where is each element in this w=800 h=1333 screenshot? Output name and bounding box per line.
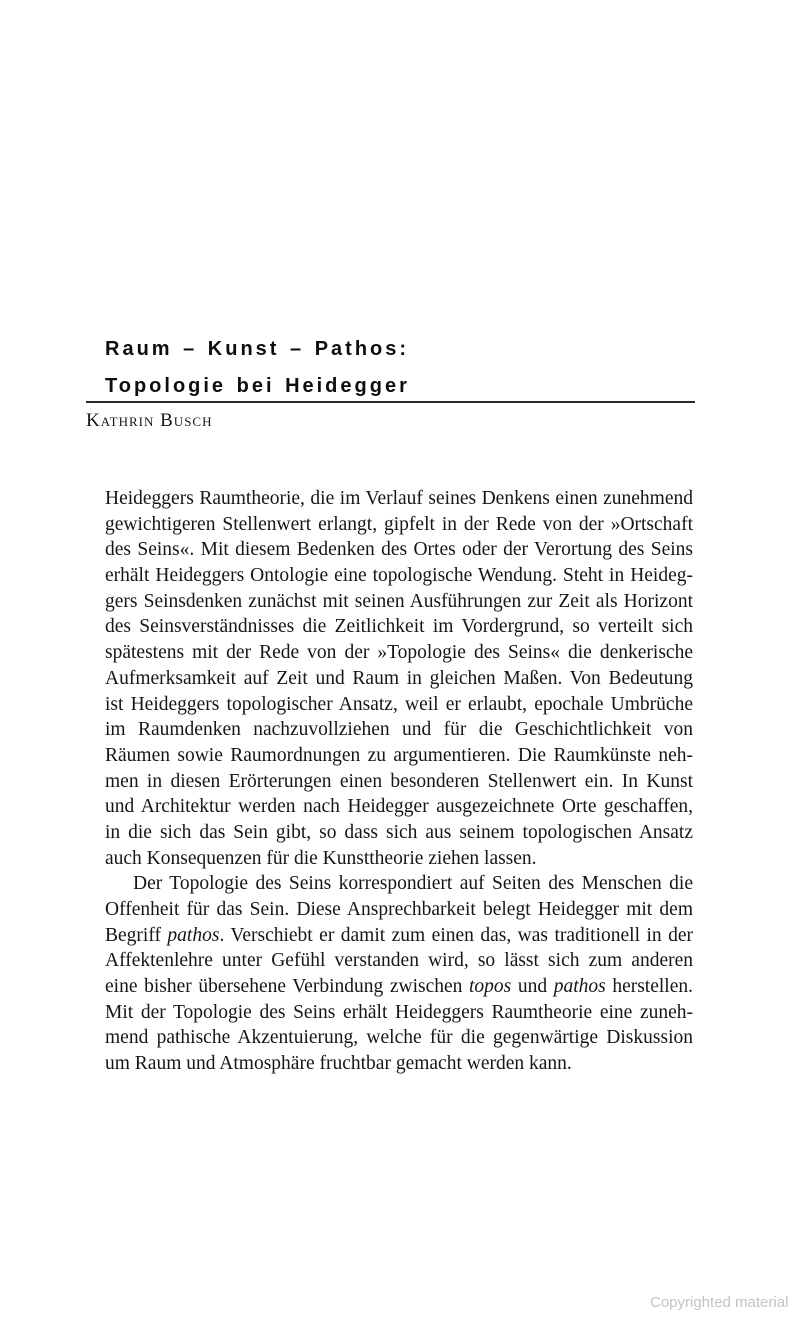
- body-line: [105, 820, 693, 846]
- body-line: [105, 537, 693, 563]
- body-line-text: des Seins«. Mit diesem Bedenken des Ortes oder der Verortung des Seins: [105, 539, 693, 561]
- title-rule: [86, 401, 695, 403]
- body-line: [105, 692, 693, 718]
- body-line-text: auch Konsequenzen für die Kunsttheorie ziehen lassen.: [105, 847, 537, 869]
- body-line-text: Mit der Topologie des Seins erhält Heideggers Raumtheorie eine zuneh-: [105, 1001, 693, 1023]
- body-line: [105, 486, 693, 512]
- body-line-text: Räumen sowie Raumordnungen zu argumentieren. Die Raumkünste neh-: [105, 744, 693, 766]
- body-line: [105, 1051, 693, 1077]
- body-line-text: Begriff: [105, 924, 168, 946]
- body-line: [105, 871, 693, 897]
- body-line: [105, 794, 693, 820]
- body-line: [105, 769, 693, 795]
- body-line: [105, 897, 693, 923]
- body-line: [105, 743, 693, 769]
- body-line-text: eine bisher übersehene Verbindung zwischen: [105, 976, 469, 998]
- body-line-text: Offenheit für das Sein. Diese Ansprechbarkeit belegt Heidegger mit dem: [105, 899, 693, 920]
- body-line-text: gers Seinsdenken zunächst mit seinen Ausführungen zur Zeit als Horizont: [105, 590, 693, 612]
- body-line: [105, 717, 693, 743]
- body-line-text: Aufmerksamkeit auf Zeit und Raum in gleichen Maßen. Von Bedeutung: [105, 667, 693, 689]
- body-line-text: im Raumdenken nachzuvollziehen und für die Geschichtlichkeit von: [105, 719, 693, 741]
- body-line: [105, 563, 693, 589]
- body-line-text: ist Heideggers topologischer Ansatz, weil er erlaubt, epochale Umbrüche: [105, 693, 693, 715]
- body-line: [105, 846, 693, 872]
- body-line: [105, 589, 693, 615]
- author-name: Kathrin Busch: [86, 410, 213, 431]
- body-line-text: gewichtigeren Stellenwert erlangt, gipfelt in der Rede von der »Ortschaft: [105, 513, 693, 535]
- body-line-text: mend pathische Akzentuierung, welche für die gegenwärtige Diskussion: [105, 1027, 693, 1049]
- body-line: [105, 614, 693, 640]
- body-line: [105, 1025, 693, 1051]
- body-line-text: . Verschiebt er damit zum einen das, was traditionell in der: [219, 924, 693, 946]
- chapter-title-line2: Topologie bei Heidegger: [105, 375, 410, 397]
- body-text: [105, 486, 693, 1077]
- body-line-text: erhält Heideggers Ontologie eine topologische Wendung. Steht in Heideg-: [105, 565, 693, 587]
- body-line-text: in die sich das Sein gibt, so dass sich aus seinem topologischen Ansatz: [105, 821, 693, 843]
- body-line-text: um Raum und Atmosphäre fruchtbar gemacht werden kann.: [105, 1053, 572, 1075]
- body-line: [105, 666, 693, 692]
- body-line-text: spätestens mit der Rede von der »Topologie des Seins« die denkerische: [105, 642, 693, 664]
- italic-term: pathos: [553, 976, 606, 998]
- body-line: [105, 512, 693, 538]
- body-line: [105, 640, 693, 666]
- body-line-text: Affektenlehre unter Gefühl verstanden wird, so lässt sich zum anderen: [105, 950, 693, 972]
- body-line-text: und: [511, 976, 554, 998]
- body-line: [105, 1000, 693, 1026]
- body-line-text: men in diesen Erörterungen einen besonderen Stellenwert ein. In Kunst: [105, 770, 693, 792]
- body-line-text: und Architektur werden nach Heidegger ausgezeichnete Orte geschaffen,: [105, 796, 693, 818]
- body-line-text: herstellen.: [605, 976, 693, 998]
- italic-term: pathos: [167, 924, 220, 946]
- body-line-text: Der Topologie des Seins korrespondiert auf Seiten des Menschen die: [133, 873, 693, 895]
- body-line-text: Heideggers Raumtheorie, die im Verlauf seines Denkens einen zunehmend: [105, 488, 693, 509]
- body-line: [105, 923, 693, 949]
- body-line-text: des Seinsverständnisses die Zeitlichkeit im Vordergrund, so verteilt sich: [105, 616, 693, 638]
- chapter-title-line1: Raum – Kunst – Pathos:: [105, 338, 410, 360]
- body-line: [105, 974, 693, 1000]
- body-line: [105, 948, 693, 974]
- italic-term: topos: [469, 976, 512, 998]
- copyright-watermark: Copyrighted material: [650, 1294, 789, 1311]
